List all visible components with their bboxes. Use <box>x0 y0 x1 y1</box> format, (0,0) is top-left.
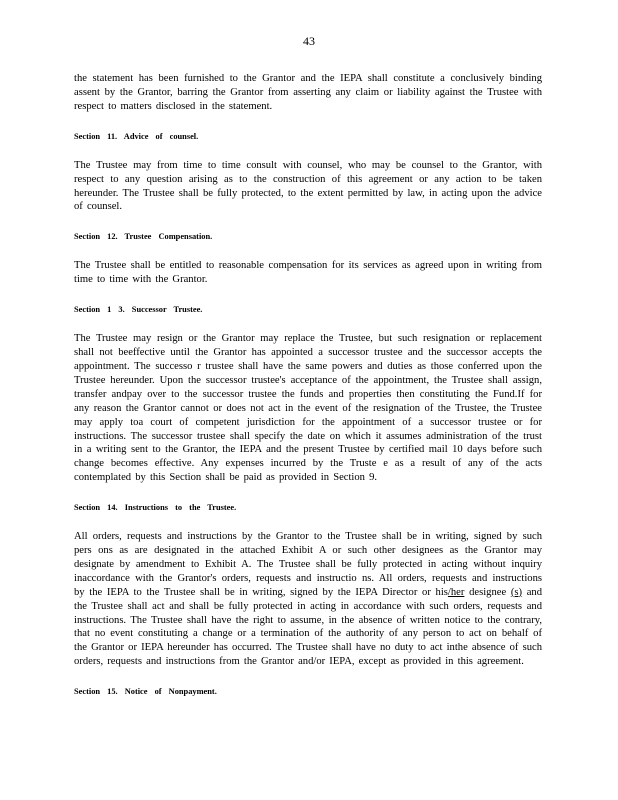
underlined-text: /her <box>447 586 465 598</box>
section-14-text-part-3: and the Trustee shall act and shall be fully protected in acting in accordance with such orders, requests and instructions. The Trustee shall have the right to assume, in the absence of written notice to the contrary, that no event constituting a change or a termination of the authority of any person to act on behalf of the Grantor or IEPA hereunder has occurred. The Trustee shall have no duty to act inthe absence of such orders, requests and instructions from the Grantor and/or IEPA, except as provided in this agreement. <box>74 586 543 668</box>
section-15-heading: Section 15. Notice of Nonpayment. <box>74 687 217 697</box>
section-11-heading: Section 11. Advice of counsel. <box>74 131 199 141</box>
section-12-paragraph: The Trustee shall be entitled to reasonable compensation for its services as agreed upon in writing from time to time with the Grantor. <box>74 260 542 286</box>
section-14-text-part-1: All orders, requests and instructions by the Grantor to the Trustee shall be in writing, signed by such pers ons as are designated in the attached Exhibit A or such other designees as the Grantor may designate by amendment to Exhibit A. The Trustee shall be fully protected in acting without inquiry inaccordance with the Grantor's orders, requests and instructio ns. All orders, requests and instructions by the IEPA to the Trustee shall be in writing, signed by the IEPA Director or his <box>74 531 542 598</box>
spacer <box>74 214 542 231</box>
spacer <box>74 315 542 332</box>
section-13-paragraph: The Trustee may resign or the Grantor may replace the Trustee, but such resignation or replacement shall not beeffective until the Grantor has appointed a successor trustee and the successor accepts the appointment. The successo r trustee shall have the same powers and duties as those conferred upon the Trustee hereunder. Upon the successor trustee's acceptance of the appointment, the Trustee shall assign, transfer andpay over to the successor trustee the funds and properties then constituting the Fund.If for any reason the Grantor cannot or does not act in the event of the resignation of the Trustee, the Trustee may apply toa court of competent jurisdiction for the appointment of a successor trustee or for instructions. The successor trustee shall specify the date on which it assumes administration of the trust in a writing sent to the Grantor, the IEPA and the present Trustee by certified mail 10 days before such change becomes effective. Any expenses incurred by the Truste e as a result of any of the acts contemplated by this Section shall be paid as provided in Section 9. <box>74 333 542 484</box>
statement-paragraph: the statement has been furnished to the Grantor and the IEPA shall constitute a conclusively binding assent by the Grantor, barring the Grantor from asserting any claim or liability against the Trustee with respect to matters disclosed in the statement. <box>74 73 542 112</box>
spacer <box>74 485 542 502</box>
spacer <box>74 242 542 259</box>
spacer <box>74 669 542 686</box>
spacer <box>74 287 542 304</box>
section-12-heading: Section 12. Trustee Compensation. <box>74 232 213 242</box>
page-number: 43 <box>303 34 315 48</box>
underlined-text: (s) <box>510 586 523 598</box>
section-13-heading: Section 1 3. Successor Trustee. <box>74 305 203 315</box>
spacer <box>74 114 542 131</box>
section-14-paragraph <box>74 530 542 669</box>
document-body <box>74 72 542 697</box>
spacer <box>74 513 542 530</box>
section-11-paragraph: The Trustee may from time to time consult with counsel, who may be counsel to the Grantor, with respect to any question arising as to the construction of this agreement or any action to be taken hereunder. The Trustee shall be fully protected, to the extent permitted by law, in acting upon the advice of counsel. <box>74 159 542 213</box>
section-14-heading: Section 14. Instructions to the Trustee. <box>74 503 237 513</box>
spacer <box>74 142 542 159</box>
section-14-text-part-2: designee <box>464 586 507 598</box>
